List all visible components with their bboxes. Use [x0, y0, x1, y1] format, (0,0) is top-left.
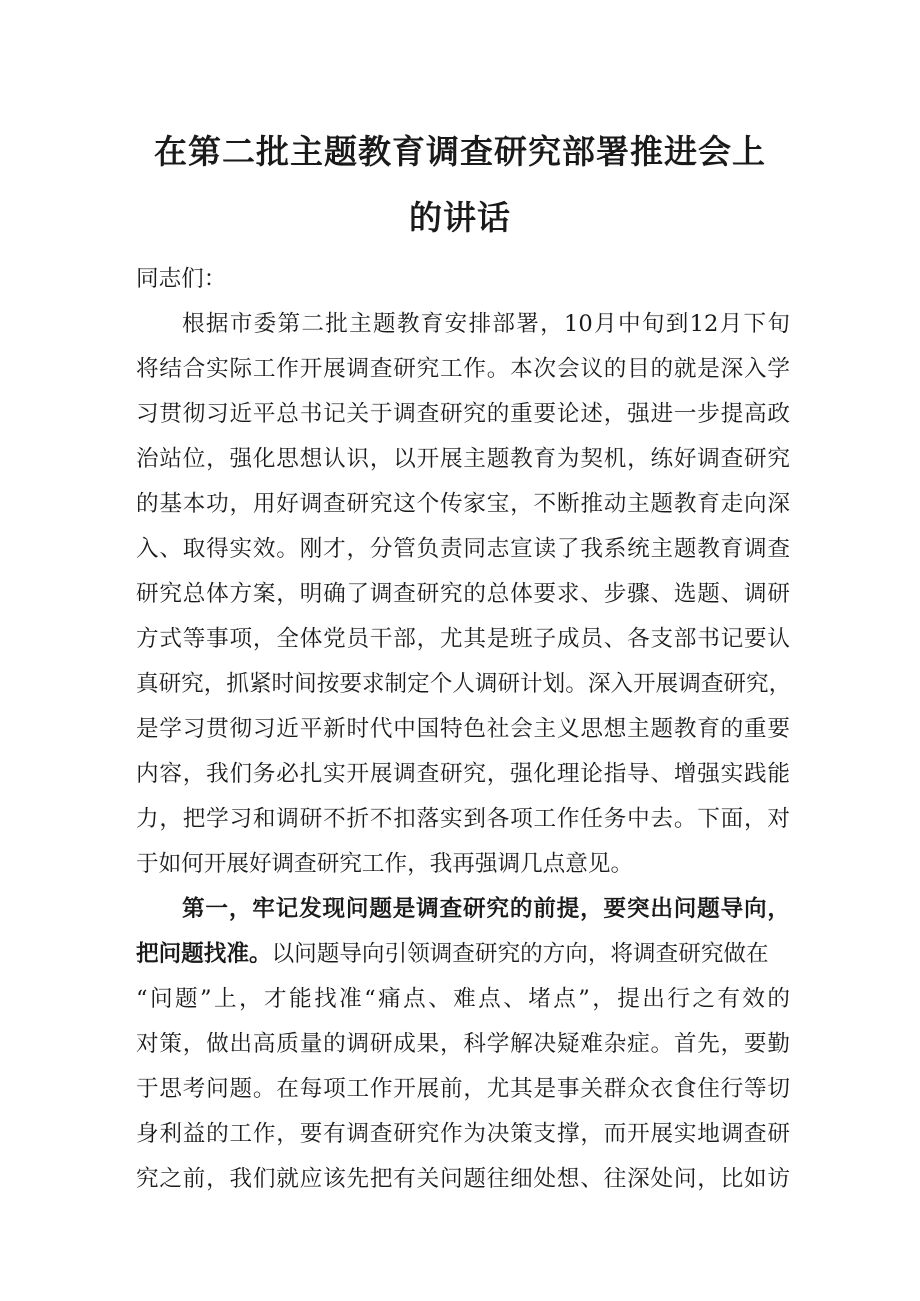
- paragraph-2-line: 对策，做出高质量的调研成果，科学解决疑难杂症。首先，要勤: [136, 1031, 790, 1057]
- paragraph-1-line: 入、取得实效。刚才，分管负责同志宣读了我系统主题教育调查: [136, 536, 790, 562]
- paragraph-2-line-rest: 以问题导向引领调查研究的方向，将调查研究做在: [271, 941, 769, 967]
- paragraph-1-line: 方式等事项，全体党员干部，尤其是班子成员、各支部书记要认: [136, 626, 790, 652]
- paragraph-2-line: 身利益的工作，要有调查研究作为决策支撑，而开展实地调查研: [136, 1121, 790, 1147]
- paragraph-1-line: 习贯彻习近平总书记关于调查研究的重要论述，强进一步提高政: [136, 401, 790, 427]
- paragraph-2-line: 于思考问题。在每项工作开展前，尤其是事关群众衣食住行等切: [136, 1076, 790, 1102]
- paragraph-2-line: 究之前，我们就应该先把有关问题往细处想、往深处问，比如访: [136, 1166, 790, 1192]
- paragraph-1-line: 力，把学习和调研不折不扣落实到各项工作任务中去。下面，对: [136, 806, 790, 832]
- document-title-line-1: 在第二批主题教育调查研究部署推进会上: [154, 132, 766, 171]
- paragraph-1-line: 真研究，抓紧时间按要求制定个人调研计划。深入开展调查研究，: [136, 671, 792, 697]
- paragraph-2-heading-line: 第一，牢记发现问题是调查研究的前提，要突出问题导向，: [182, 896, 790, 922]
- paragraph-1-line: 研究总体方案，明确了调查研究的总体要求、步骤、选题、调研: [136, 581, 790, 607]
- paragraph-1-line: 的基本功，用好调查研究这个传家宝，不断推动主题教育走向深: [136, 491, 790, 517]
- paragraph-1-line: 于如何开展好调查研究工作，我再强调几点意见。: [136, 851, 634, 877]
- paragraph-1-line: 将结合实际工作开展调查研究工作。本次会议的目的就是深入学: [136, 356, 790, 382]
- paragraph-2-heading-end: 把问题找准。: [136, 941, 272, 967]
- paragraph-2-line: “问题”上，才能找准“痛点、难点、堵点”，提出行之有效的: [136, 986, 790, 1012]
- paragraph-1-line: 是学习贯彻习近平新时代中国特色社会主义思想主题教育的重要: [136, 716, 790, 742]
- paragraph-1-line: 内容，我们务必扎实开展调查研究，强化理论指导、增强实践能: [136, 761, 790, 787]
- paragraph-1-line: 治站位，强化思想认识，以开展主题教育为契机，练好调查研究: [136, 446, 790, 472]
- paragraph-2-line: [136, 939, 790, 969]
- document-title-line-2: 的讲话: [409, 198, 511, 237]
- paragraph-1-line: 根据市委第二批主题教育安排部署，10月中旬到12月下旬: [182, 311, 790, 337]
- salutation: 同志们：: [136, 266, 227, 292]
